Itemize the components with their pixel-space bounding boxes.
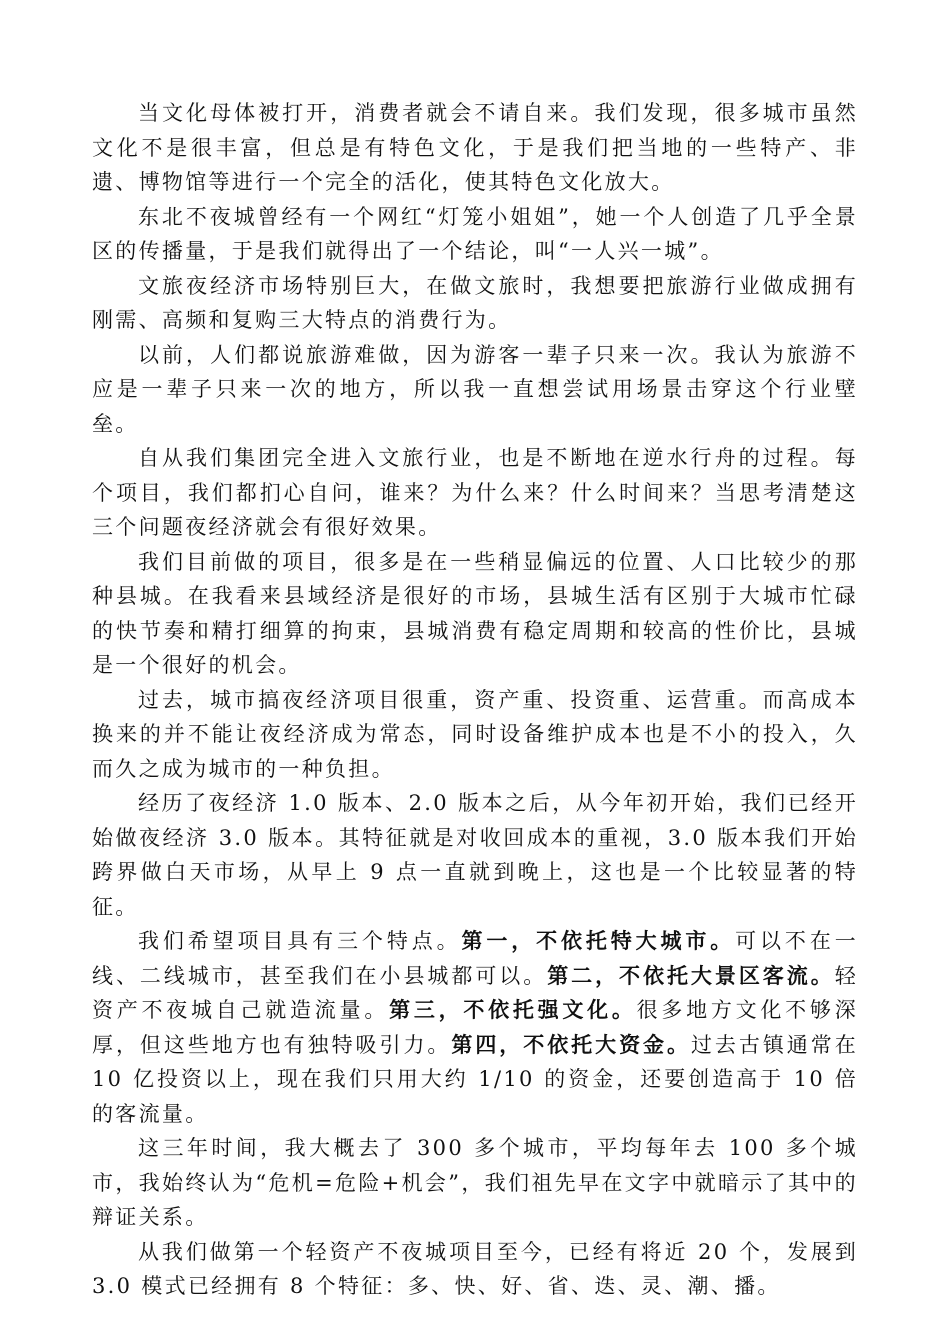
paragraph: 过去，城市搞夜经济项目很重，资产重、投资重、运营重。而高成本换来的并不能让夜经济成为常态，同时设备维护成本也是不小的投入，久而久之成为城市的一种负担。 <box>92 687 858 781</box>
paragraph: 经历了夜经济 1.0 版本、2.0 版本之后，从今年初开始，我们已经开始做夜经济 3.0 版本。其特征就是对收回成本的重视，3.0 版本我们开始跨界做白天市场，从早上 9 点一直就到晚上，这也是一个比较显著的特征。 <box>92 791 858 919</box>
paragraph: 东北不夜城曾经有一个网红“灯笼小姐姐”，她一个人创造了几乎全景区的传播量，于是我们就得出了一个结论，叫“一人兴一城”。 <box>92 204 858 263</box>
features-paragraph <box>92 924 858 1131</box>
paragraph: 从我们做第一个轻资产不夜城项目至今，已经有将近 20 个，发展到 3.0 模式已经拥有 8 个特征：多、快、好、省、迭、灵、潮、播。 <box>92 1239 858 1298</box>
paragraph: 自从我们集团完全进入文旅行业，也是不断地在逆水行舟的过程。每个项目，我们都扪心自问，谁来？为什么来？什么时间来？当思考清楚这三个问题夜经济就会有很好效果。 <box>92 446 858 539</box>
feature-3-text: 很多地方文化不够深厚，但这些地方也有独特吸引力。 <box>92 998 858 1057</box>
feature-3-heading: 第三，不依托强文化。 <box>389 997 637 1022</box>
feature-2-heading: 第二，不依托大景区客流。 <box>547 962 835 988</box>
feature-1-heading: 第一，不依托特大城市。 <box>461 928 736 953</box>
paragraph: 当文化母体被打开，消费者就会不请自来。我们发现，很多城市虽然文化不是很丰富，但总是有特色文化，于是我们把当地的一些特产、非遗、博物馆等进行一个完全的活化，使其特色文化放大。 <box>92 101 858 194</box>
features-intro: 我们希望项目具有三个特点。 <box>138 929 462 953</box>
paragraph: 文旅夜经济市场特别巨大，在做文旅时，我想要把旅游行业做成拥有刚需、高频和复购三大特点的消费行为。 <box>92 273 858 332</box>
feature-2-text: 轻资产不夜城自己就造流量。 <box>92 963 858 1022</box>
feature-1-text: 可以不在一线、二线城市，甚至我们在小县城都可以。 <box>92 929 858 988</box>
feature-4-text: 过去古镇通常在 10 亿投资以上，现在我们只用大约 1/10 的资金，还要创造高于 10 倍的客流量。 <box>92 1032 858 1126</box>
paragraph: 以前，人们都说旅游难做，因为游客一辈子只来一次。我认为旅游不应是一辈子只来一次的地方，所以我一直想尝试用场景击穿这个行业壁垒。 <box>92 342 858 436</box>
feature-4-heading: 第四，不依托大资金。 <box>451 1031 691 1057</box>
paragraph: 这三年时间，我大概去了 300 多个城市，平均每年去 100 多个城市，我始终认为“危机=危险+机会”，我们祖先早在文字中就暗示了其中的辩证关系。 <box>92 1136 858 1229</box>
paragraph: 我们目前做的项目，很多是在一些稍显偏远的位置、人口比较少的那种县城。在我看来县域经济是很好的市场，县城生活有区别于大城市忙碌的快节奏和精打细算的拘束，县城消费有稳定周期和较高的性价比，县城是一个很好的机会。 <box>92 549 858 677</box>
document-body <box>92 96 858 1304</box>
